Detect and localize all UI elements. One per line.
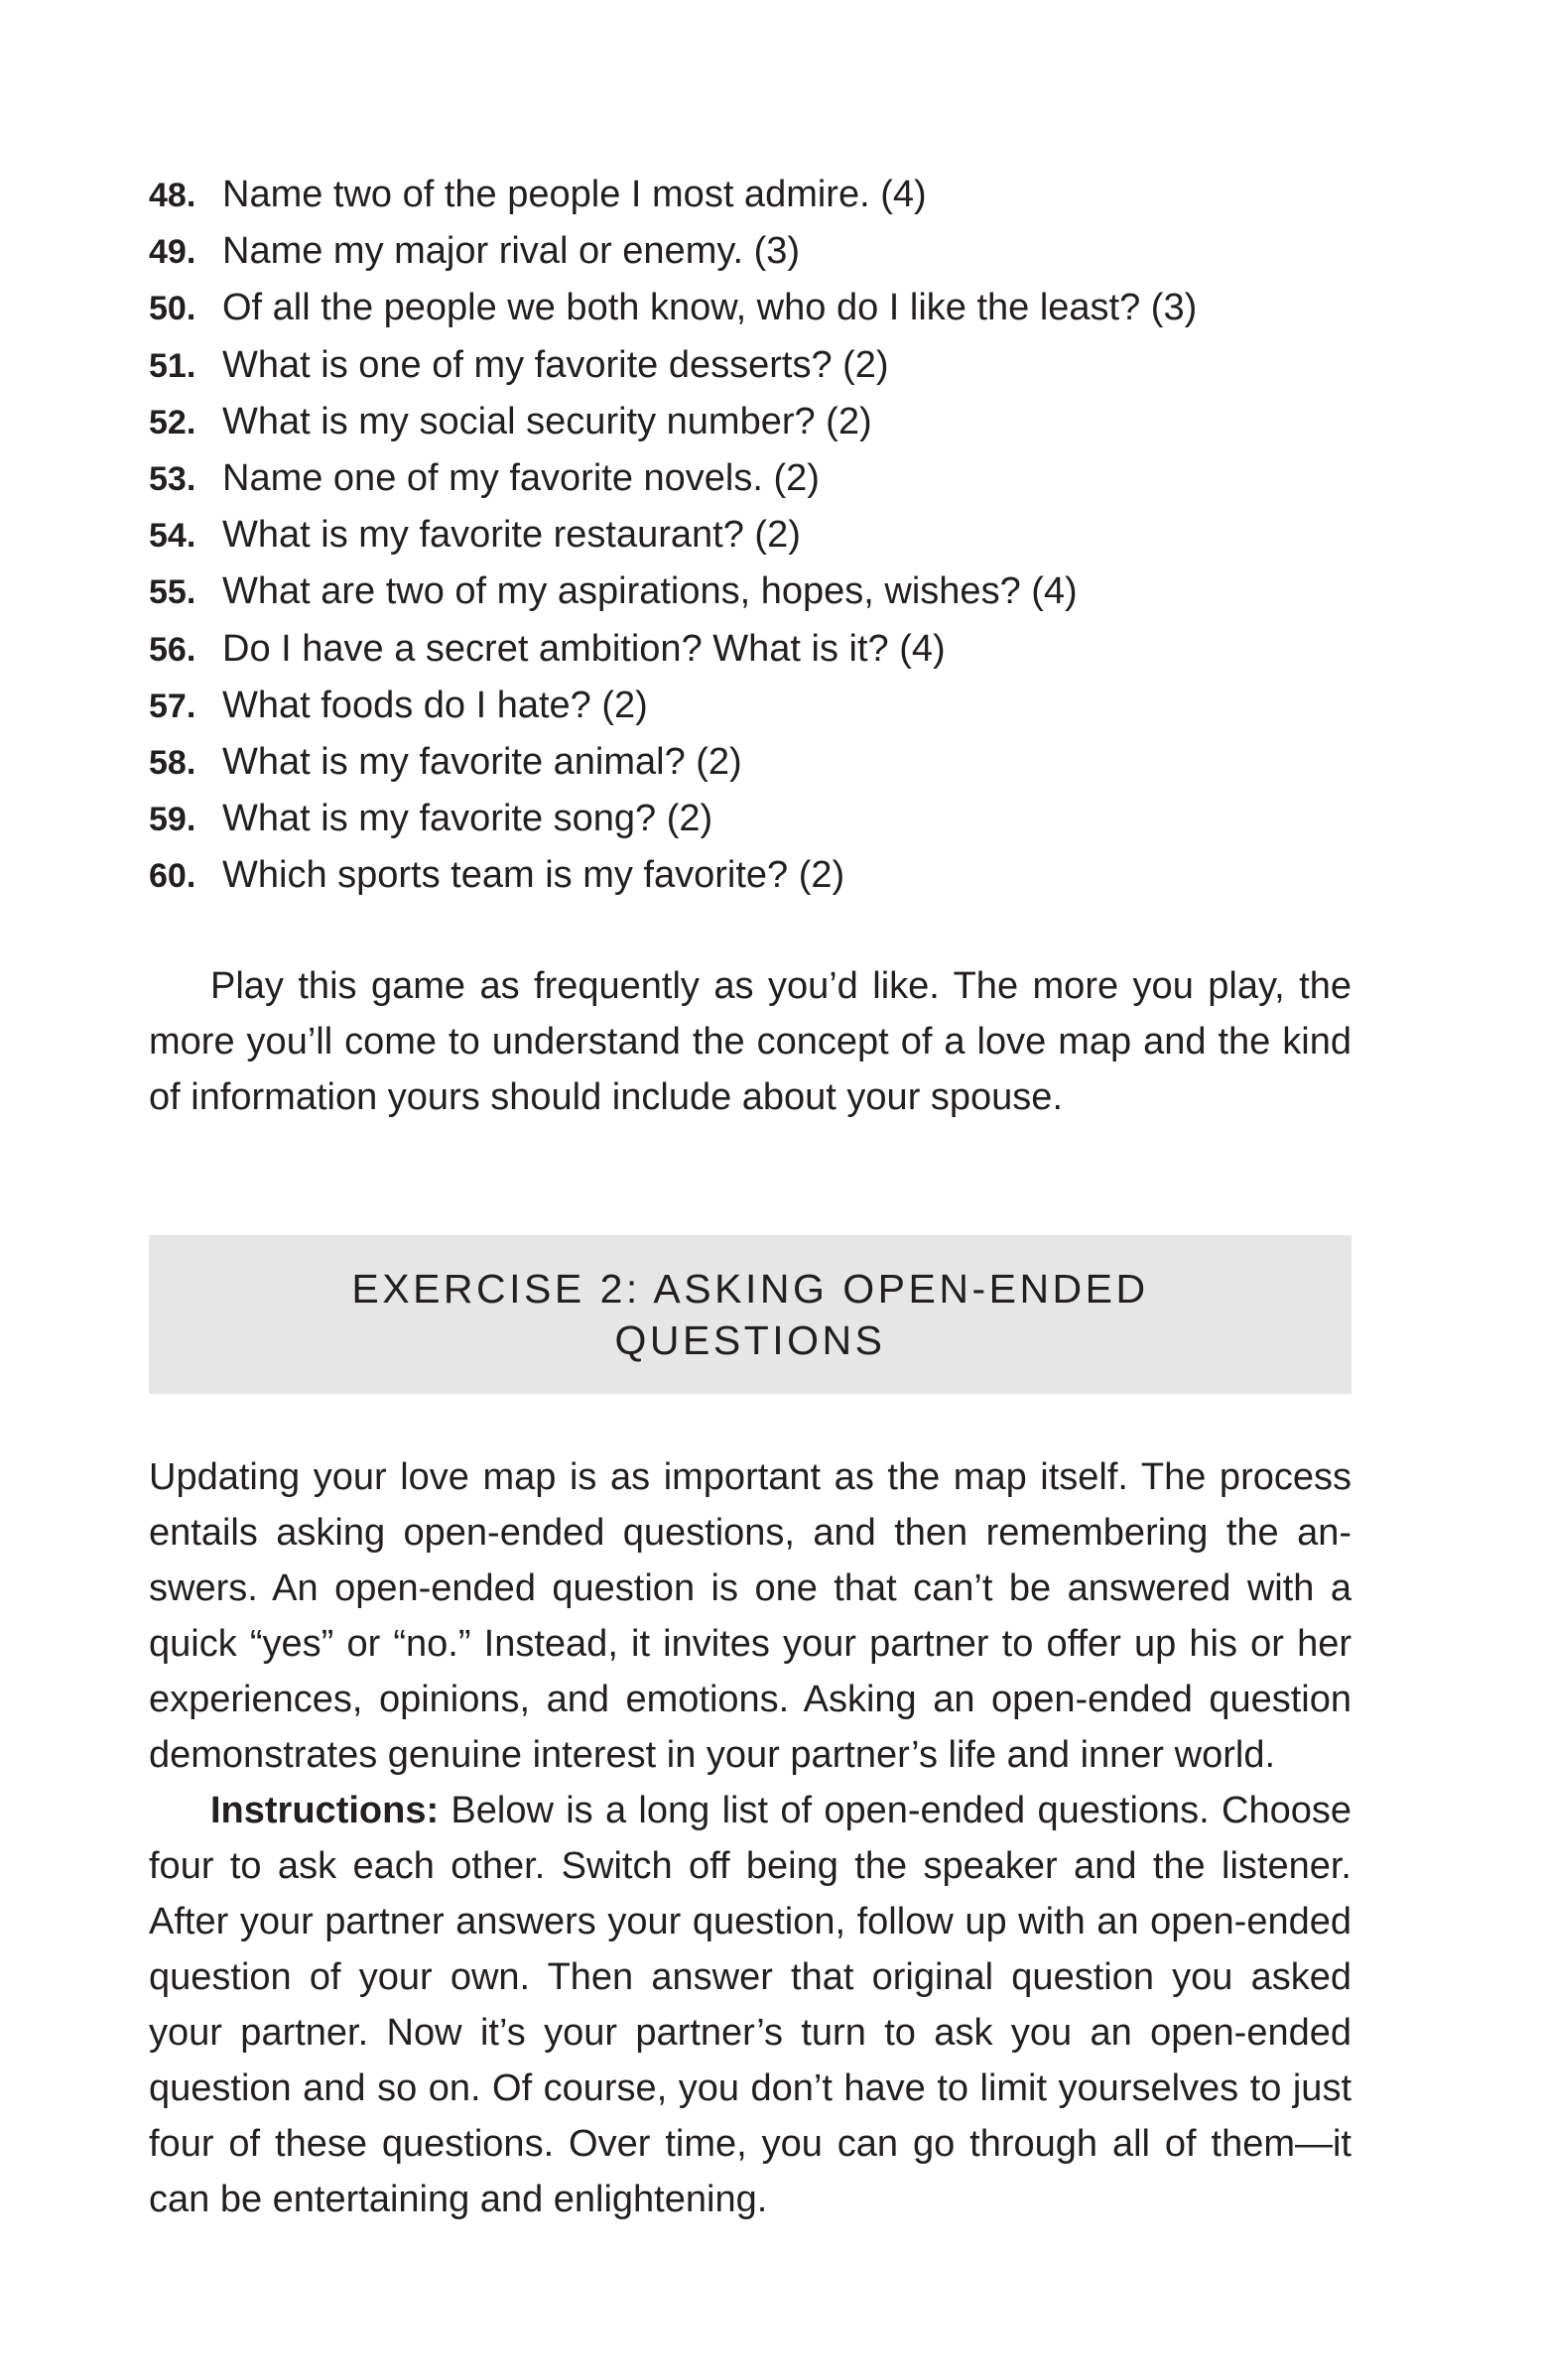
question-number: 52.	[149, 403, 196, 441]
question-text: What is my favorite animal? (2)	[222, 741, 742, 784]
question-item	[149, 564, 1352, 620]
question-item	[149, 223, 1352, 280]
question-number: 54.	[149, 517, 196, 556]
question-number: 50.	[149, 290, 196, 328]
question-number: 48.	[149, 177, 196, 214]
exercise-title: EXERCISE 2: ASKING OPEN-ENDED QUESTIONS	[351, 1265, 1149, 1363]
instructions-label: Instructions:	[210, 1789, 440, 1831]
body-paragraph: Updating your love map is as important as the map itself. The process entails asking open-ended questions, and then remembering the answers. An open-ended question is one that can’t be answered with a quick “yes” or “no.” Instead, it invites your partner to offer up his or her experiences, opinions, and emotions. Asking an open-ended question demonstrates genuine interest in your partner’s life and inner world.	[149, 1455, 1352, 1776]
question-text: What foods do I hate? (2)	[222, 684, 648, 726]
question-item	[149, 394, 1352, 450]
question-item	[149, 507, 1352, 564]
question-number: 53.	[149, 460, 196, 499]
question-number: 58.	[149, 744, 196, 783]
question-item	[149, 847, 1352, 904]
question-number: 55.	[149, 573, 196, 612]
question-text: Do I have a secret ambition? What is it? (4)	[222, 627, 946, 670]
question-number: 51.	[149, 346, 196, 385]
question-item	[149, 450, 1352, 507]
question-item	[149, 167, 1352, 223]
question-number: 59.	[149, 801, 196, 839]
question-text: Which sports team is my favorite? (2)	[222, 854, 845, 897]
question-text: What is one of my favorite desserts? (2)	[222, 343, 889, 386]
instructions-text: Below is a long list of open-ended questions. Choose four to ask each other. Switch off being the speaker and the listener. After your partner answers your question, follow up with an open-ended question of your own. Then answer that original question you asked your partner. Now it’s your partner’s turn to ask you an open-ended question and so on. Of course, you don’t have to limit yourselves to just four of these questions. Over time, you can go through all of them—it can be entertaining and enlightening.	[149, 1789, 1352, 2220]
question-item	[149, 337, 1352, 394]
question-item	[149, 734, 1352, 791]
exercise-heading-box	[149, 1235, 1352, 1394]
play-paragraph: Play this game as frequently as you’d like. The more you play, the more you’ll come to understand the concept of a love map and the kind of information yours should include about your spouse.	[149, 964, 1352, 1118]
question-item	[149, 621, 1352, 678]
question-number: 56.	[149, 630, 196, 669]
question-item	[149, 791, 1352, 847]
question-text: Name my major rival or enemy. (3)	[222, 230, 801, 273]
book-page	[149, 167, 1352, 2227]
instructions-paragraph	[149, 1783, 1352, 2227]
question-text: Of all the people we both know, who do I like the least? (3)	[222, 287, 1198, 329]
question-text: Name one of my favorite novels. (2)	[222, 457, 820, 500]
question-item	[149, 280, 1352, 336]
question-text: What is my favorite song? (2)	[222, 798, 713, 840]
question-text: Name two of the people I most admire. (4)	[222, 174, 927, 215]
question-text: What is my social security number? (2)	[222, 400, 872, 442]
question-list	[149, 167, 1352, 905]
question-number: 60.	[149, 857, 196, 896]
question-number: 57.	[149, 687, 196, 725]
question-number: 49.	[149, 233, 196, 272]
question-text: What is my favorite restaurant? (2)	[222, 514, 801, 557]
question-item	[149, 678, 1352, 734]
question-text: What are two of my aspirations, hopes, wishes? (4)	[222, 570, 1078, 613]
